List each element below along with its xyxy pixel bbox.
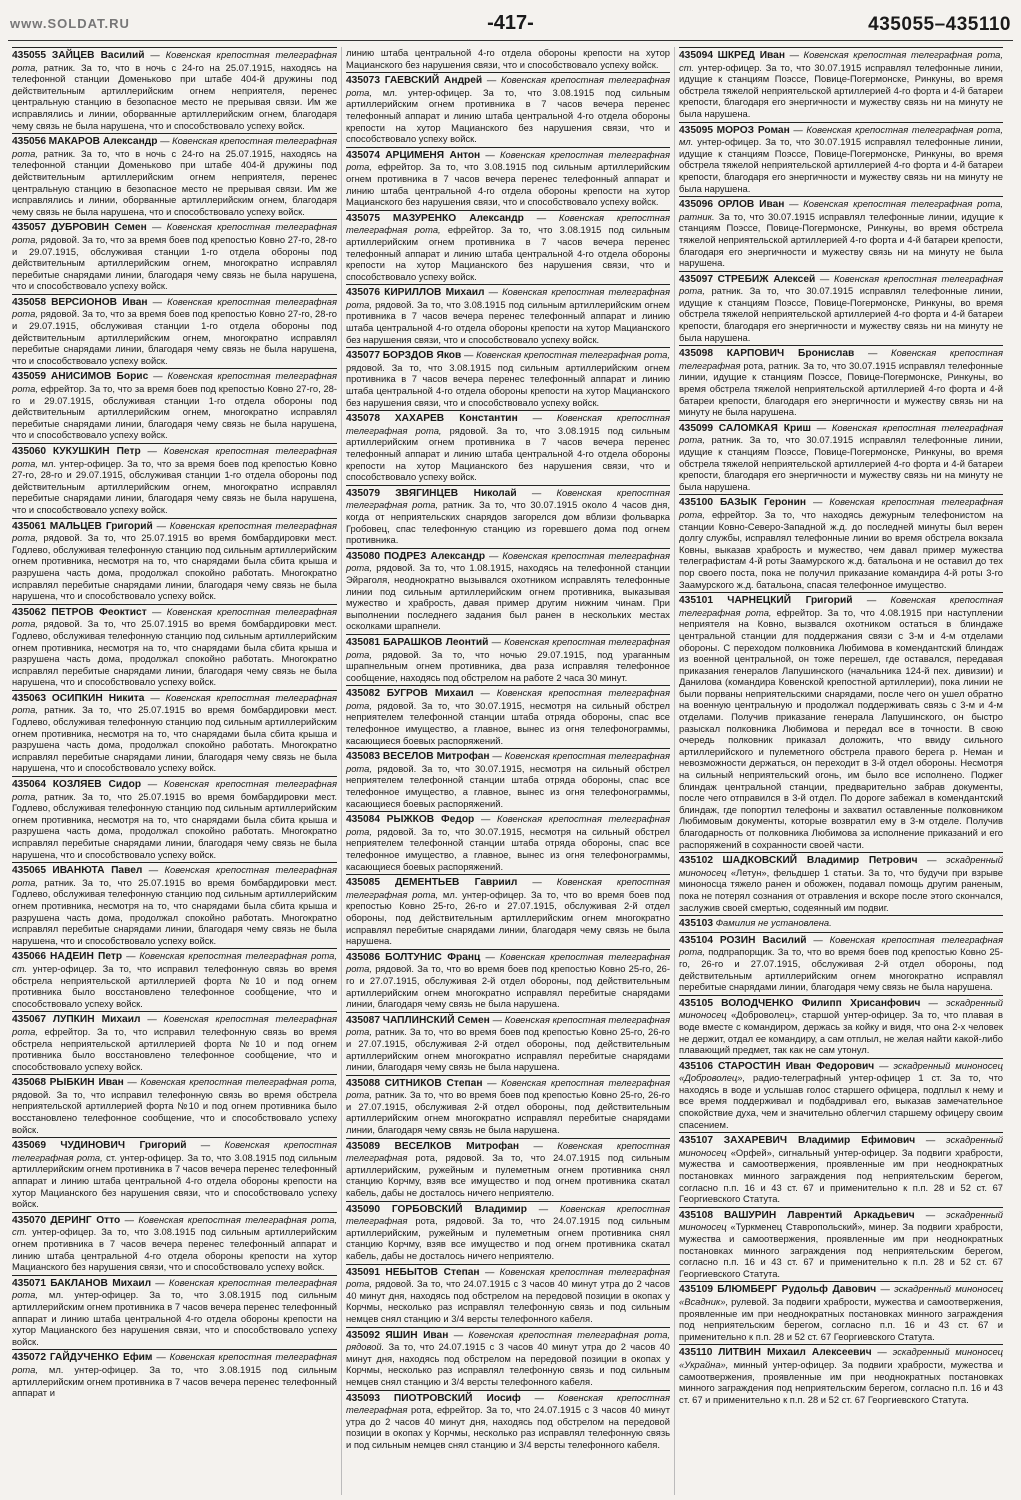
entry-text: рядовой. За то, что за время боев под крепостью Ковно 27-го, 28-го и 29.07.1915, обслуживая станции 1-го отдела обороны под действительным артиллерийским огнем, многократно исправлял перебитые снарядами линии, благодаря чему связь не была нарушена, что и способствовало успеху войск.	[12, 233, 338, 292]
entry-text: рядовой. За то, что 30.07.1915, несмотря на сильный обстрел неприятелем телефонной станции штаба отряда обороны, спас все телефонное имущество, а главное, вынес из огня телефонограммы, касающиеся боевых распоряжений.	[346, 825, 671, 872]
entry-name: ВЕСЕЛКОВ Митрофан	[394, 1140, 520, 1152]
entry-id: 435083	[346, 751, 380, 763]
entry-name: ЧУДИНОВИЧ Григорий	[60, 1140, 187, 1152]
entry-name: БОРЗДОВ Яков	[382, 350, 462, 362]
entry-unit: — эскадренный миноносец	[679, 1134, 1003, 1158]
entry-id: 435077	[346, 350, 380, 362]
award-entry	[346, 748, 670, 809]
entry-unit: — Ковенская крепостная телеграфная рота,	[464, 349, 670, 361]
entry-name: ГАЙДУЧЕНКО Ефим	[49, 1352, 153, 1364]
entry-name: ЗВЯГИНЦЕВ Николай	[395, 487, 517, 499]
entry-name: ГАЕВСКИЙ Андрей	[384, 75, 483, 87]
entry-text: ратник. За то, что 30.07.1915 исправлял телефонные линии, идущие к станциям Поэссе, Повице-Погермонске, Ринкуны, во время обстрела тяжелой неприятельской артиллерией 4-го форта и 4-й батареи крепости, благодаря его энергичности и мужеству связь ни на минуту не была нарушена.	[679, 285, 1003, 343]
entry-unit: — Ковенская крепостная телеграфная рота,	[679, 272, 1003, 297]
entry-name: ЛИТВИН Михаил Алексеевич	[718, 1347, 872, 1359]
entry-text: рота, ефрейтор. За то, что 24.07.1915 с 3 часов 40 минут утра до 2 часов 40 минут дня, находясь под обстрелом на передовой позиции в окопах у Корчмы, несколько раз исправлял телефонную связь и под сильным немцев снял станцию и 3/4 версты телефонного кабеля.	[346, 1404, 670, 1450]
entry-text: ратник. За то, что 30.07.1915 около 4 часов дня, когда от неприятельских снарядов загорелся дом вблизи фольварка Гробовец, спас телефонную станцию из горевшего дома под огнем противника.	[346, 499, 670, 546]
entry-id: 435078	[346, 413, 380, 425]
award-entry	[12, 1137, 337, 1210]
entry-name: ВОЛОДЧЕНКО Филипп Хрисанфович	[721, 997, 921, 1009]
award-entry	[679, 932, 1003, 993]
award-entry	[12, 518, 337, 602]
entry-name: ДЕМЕНТЬЕВ Гавриил	[395, 877, 518, 889]
entry-id: 435086	[346, 951, 380, 963]
entry-id: 435090	[346, 1203, 380, 1215]
entry-name: БАКЛАНОВ Михаил	[50, 1277, 152, 1289]
award-entry	[679, 271, 1003, 344]
entry-unit: — Ковенская крепостная телеграфная рота,	[12, 519, 337, 544]
entry-unit: — Ковенская крепостная телеграфная рота,	[12, 221, 337, 245]
entry-name: БОЛТУНИС Франц	[385, 951, 481, 963]
entry-id: 435104	[679, 934, 713, 946]
entry-name: ПОДРЕЗ Александр	[383, 550, 486, 562]
award-entry	[346, 284, 670, 345]
entry-name: БЛЮМБЕРГ Рудольф Давович	[717, 1284, 877, 1296]
entry-id: 435056	[12, 136, 46, 148]
entry-unit: — Ковенская крепостная телеграфная рота,	[346, 148, 671, 173]
award-entry	[346, 72, 670, 145]
entry-unit: — эскадренный миноносец «Доброволец»,	[679, 1059, 1003, 1084]
entry-unit: — эскадренный миноносец «Всадник»,	[679, 1283, 1004, 1307]
entry-text: ратник. За то, что 25.07.1915 во время бомбардировки мест. Годлево, обслуживая телефонную станцию под сильным артиллерийским огнем противника, несмотря на то, что снарядами была сбита крыша и разрушена часть дома, продолжал спокойно работать. Многократно исправлял перебитые снарядами линии, благодаря чему связь не была нарушена, что и способствовало успеху войск.	[12, 876, 337, 946]
entry-name: ШАДКОВСКИЙ Владимир Петрович	[722, 855, 918, 867]
entry-text: ст. унтер-офицер. За то, что 3.08.1915 под сильным артиллерийским огнем противника в 7 часов вечера перенес телефонный аппарат и линию штаба центральной 4-го отдела обороны крепости на хутор Мацианского без нарушения связи, что и способствовало успеху войск.	[12, 1151, 337, 1210]
entry-id: 435106	[679, 1060, 713, 1072]
entry-unit: — Ковенская крепостная телеграфная рота,	[346, 813, 670, 837]
column-2	[341, 47, 674, 1495]
entry-unit: — Ковенская крепостная телеграфная рота,	[346, 1013, 670, 1038]
entry-text: унтер-офицер. За то, что 30.07.1915 исправлял телефонные линии, идущие к станциям Поэссе, Повице-Погермонске, Ринкуны, во время обстрела тяжелой неприятельской артиллерией 4-го форта и 4-й батареи крепости, благодаря его энергичности и мужеству связь ни на минуту не была нарушена.	[679, 61, 1003, 119]
entry-name: ЧАПЛИНСКИЙ Семен	[382, 1014, 490, 1026]
entry-name: ОСИПКИН Никита	[51, 692, 145, 704]
entry-text: рядовой. За то, что ночью 29.07.1915, под ураганным шрапнельным огнем противника, два раза исправляя телефонное сообщение, находясь под обстрелом на работе 2 часа 30 минут.	[346, 648, 671, 683]
award-entry	[12, 690, 337, 774]
award-entry	[679, 1281, 1003, 1342]
entry-id: 435071	[12, 1277, 46, 1289]
entry-unit: — Ковенская крепостная телеграфная рота,	[346, 635, 671, 660]
entry-id: 435087	[346, 1014, 380, 1026]
award-entry	[12, 368, 337, 441]
award-entry	[346, 1390, 670, 1451]
entry-text: рядовой. За то, что 30.07.1915, несмотря на сильный обстрел неприятелем телефонной станции штаба отряда обороны, спас все телефонное имущество, а главное, вынес из огня телефонограммы, касающиеся боевых распоряжений.	[346, 699, 671, 746]
entry-name: ДЕРИНГ Отто	[50, 1214, 121, 1226]
entry-text: ратник. За то, что в ночь с 24-го на 25.07.1915, находясь на телефонной станции Доменьково при штабе 404-й дружины под действительным артиллерийским огнем неприятеля, перенес центральную станцию в безопасное место не прерывая связи. Им же исправлялись и линии, оборванные артиллерийским огнем, благодаря чему связь не была нарушена, что и способствовало успеху войск.	[12, 61, 337, 131]
entry-text: линию штаба центральной 4-го отдела обороны крепости на хутор Мацианского без нарушения связи, что и способствовало успеху войск.	[346, 47, 670, 70]
award-entry	[346, 685, 670, 746]
entry-text: мл. унтер-офицер. За то, что 3.08.1915 под сильным артиллерийским огнем противника в 7 часов вечера перенес телефонный аппарат и линию штаба центральной 4-го отдела обороны крепости на хутор Мацианского без нарушения связи, что и способствовало успеху войск.	[12, 1289, 338, 1347]
entry-name: СТАРОСТИН Иван Федорович	[717, 1060, 875, 1072]
entry-id: 435073	[346, 75, 380, 87]
entry-name: ВЕСЕЛОВ Митрофан	[382, 751, 490, 763]
entry-text: рядовой. За то, что 1.08.1915, находясь на телефонной станции Эйраголя, неоднократно вызывался охотником исправлять телефонные линии под сильным артиллерийским огнем противника, выказывая мужество и храбрость, давая пример другим нижним чинам. При выполнении последнего задания был ранен в нескольких местах осколками шрапнели.	[346, 562, 670, 632]
entry-unit: — Ковенская крепостная телеграфная рота,	[12, 778, 338, 802]
entry-unit: Фамилия не установлена.	[715, 917, 832, 929]
entry-name: КУКУШКИН Петр	[52, 446, 141, 457]
entry-text: рота, рядовой. За то, что 24.07.1915 под сильным артиллерийским, ружейным и пулеметным огнем противника снял станцию Корчму, взяв все имущество и под огнем противника скатал кабель, дабы не досталось ничего неприятелю.	[346, 1215, 671, 1261]
entry-unit: — Ковенская крепостная телеграфная рота,	[346, 74, 671, 98]
entry-text: ефрейтор. За то, что исправил телефонную связь во время обстрела неприятельской артиллерией форта №10 и под огнем противника было восстановлено телефонное сообщение, что и способствовало успеху войск.	[12, 1025, 337, 1072]
entry-id: 435066	[12, 951, 46, 963]
award-entry	[679, 1132, 1003, 1205]
entry-id: 435093	[346, 1392, 380, 1404]
entry-name: РОЗИН Василий	[719, 934, 807, 946]
entry-text: мл. унтер-офицер. За то, что 3.08.1915 под сильным артиллерийским огнем противника в 7 часов вечера перенес телефонный аппарат и линию штаба центральной 4-го отдела обороны крепости на хутор Мацианского без нарушения связи, что и способствовало успеху войск.	[346, 86, 671, 145]
award-entry	[346, 347, 670, 408]
entry-id: 435089	[346, 1140, 380, 1152]
entry-text: рядовой. За то, что во время боев под крепостью Ковно 25-го, 26-го и 27.07.1915, обслуживая 2-й отдел обороны, под действительным артиллерийским огнем многократно исправлял перебитые снарядами линии, благодаря чему связь не была нарушена.	[346, 963, 671, 1010]
award-entry	[346, 485, 670, 546]
entry-unit: — Ковенская крепостная телеграфная рота,	[346, 687, 670, 711]
entry-name: ГОРБОВСКИЙ Владимир	[391, 1203, 527, 1215]
entry-text: ратник. За то, что во время боев под крепостью Ковно 25-го, 26-го и 27.07.1915, обслуживая 2-й отдел обороны, под действительным артиллерийским огнем многократно исправлял перебитые снарядами линии, благодаря чему связь не была нарушена.	[346, 1026, 670, 1073]
id-range: 435055–435110	[868, 14, 1011, 35]
award-entry	[679, 47, 1003, 120]
entry-unit: — Ковенская крепостная телеграфная	[346, 1202, 671, 1227]
entry-id: 435080	[346, 550, 380, 562]
award-entry	[679, 1344, 1003, 1405]
entry-id: 435068	[12, 1077, 46, 1089]
award-entry	[12, 1011, 337, 1072]
entry-id: 435072	[12, 1352, 46, 1364]
entry-text: рядовой. За то, что исправил телефонную связь во время обстрела неприятельской артиллерией форта №10 и под огнем противника было восстановлено телефонное сообщение, что и способствовало успеху войск.	[12, 1088, 337, 1135]
award-entry	[12, 1275, 337, 1348]
entry-unit: — Ковенская крепостная телеграфная рота,	[12, 445, 337, 469]
entry-name: БАРАШКОВ Леонтий	[383, 636, 489, 648]
award-entry	[346, 1264, 670, 1325]
award-entry	[346, 1138, 670, 1199]
entry-name: ВАШУРИН Лаврентий Аркадьевич	[723, 1209, 915, 1221]
award-entry	[346, 949, 670, 1010]
award-entry	[12, 776, 337, 860]
award-entry	[12, 47, 337, 131]
entry-name: ВЕРСИОНОВ Иван	[51, 296, 148, 308]
entry-name: ШКРЕД Иван	[717, 50, 785, 61]
entry-id: 435110	[679, 1347, 713, 1359]
entry-unit: — Ковенская крепостная телеграфная рота,	[12, 605, 338, 630]
award-entry	[346, 811, 670, 872]
entry-unit: — Ковенская крепостная телеграфная рота,	[346, 1265, 671, 1290]
entry-text: «Орфей», сигнальный унтер-офицер. За подвиги храбрости, мужества и самоотвержения, проявленные им при неоднократных постановках минного заграждения под неприятельским берегом, согласно п.п. 16 и 43 ст. 67 и применительно к п.п. 28 и 52 ст. 67 Георгиевского Статута.	[679, 1146, 1004, 1205]
entry-id: 435070	[12, 1214, 46, 1226]
entry-name: ПИОТРОВСКИЙ Иосиф	[393, 1392, 521, 1404]
award-entry	[346, 147, 670, 208]
entry-id: 435079	[346, 487, 380, 499]
entry-text: рядовой. За то, что 3.08.1915 под сильным артиллерийским огнем противника в 7 часов вечера перенес телефонный аппарат и линию штаба центральной 4-го отдела обороны крепости на хутор Мацианского без нарушения связи, что и способствовало успеху войск.	[346, 298, 670, 345]
entry-id: 435095	[679, 124, 713, 136]
entry-unit: — Ковенская крепостная телеграфная рота,	[346, 1076, 670, 1101]
entry-text: мл. унтер-офицер. За то, что во время боев под крепостью Ковно 25-го, 26-го и 27.07.1915, обслуживая 2-й отдел обороны, под действительным артиллерийским огнем многократно исправлял перебитые снарядами линии, благодаря чему связь не была нарушена.	[346, 888, 670, 947]
entry-id: 435092	[346, 1329, 380, 1341]
award-entry	[679, 1207, 1003, 1280]
award-entry	[12, 1074, 337, 1135]
award-entry	[679, 345, 1003, 418]
entry-id: 435094	[679, 50, 713, 61]
entry-id: 435074	[346, 149, 380, 161]
entry-unit: — Ковенская крепостная телеграфная рота,	[346, 950, 670, 975]
entry-text: рядовой. За то, что 24.07.1915 с 3 часов 40 минут утра до 2 часов 40 минут дня, находясь под обстрелом на передовой позиции в окопах у Корчмы, несколько раз исправлял телефонную связь и под сильным немцев снял станцию и 3/4 версты телефонного кабеля.	[346, 1278, 670, 1324]
entry-text: За то, что 24.07.1915 с 3 часов 40 минут утра до 2 часов 40 минут дня, находясь под обстрелом на передовой позиции в окопах у Корчмы, несколько раз исправлял телефонную связь и под сильным немцев снял станцию и 3/4 версты телефонного кабеля.	[346, 1341, 671, 1387]
award-entry	[346, 548, 670, 632]
entry-name: РЫБКИН Иван	[49, 1077, 124, 1089]
entry-id: 435091	[346, 1266, 380, 1278]
entry-name: КАРПОВИЧ Бронислав	[726, 348, 855, 360]
entry-unit: — Ковенская крепостная телеграфная	[346, 1391, 671, 1416]
entry-name: ПЕТРОВ Феоктист	[51, 606, 147, 618]
award-entry	[346, 1201, 670, 1262]
entry-name: МОРОЗ Роман	[716, 124, 790, 136]
entry-text: рядовой. За то, что 3.08.1915 под сильным артиллерийским огнем противника в 7 часов вечера перенес телефонный аппарат и линию штаба центральной 4-го отдела обороны крепости на хутор Мацианского без нарушения связи, что и способствовало успеху войск.	[346, 424, 670, 483]
entry-text: рядовой. За то, что 3.08.1915 под сильным артиллерийским огнем противника в 7 часов вечера перенес телефонный аппарат и линию штаба центральной 4-го отдела обороны крепости на хутор Мацианского без нарушения связи, что и способствовало успеху войск.	[346, 361, 670, 408]
award-entry	[679, 915, 1003, 930]
entry-text: ратник. За то, что 25.07.1915 во время бомбардировки мест. Годлево, обслуживая телефонную станцию под сильным артиллерийским огнем противника, несмотря на то, что снарядами была сбита крыша и разрушена часть дома, продолжал спокойно работать. Многократно исправлял перебитые снарядами линии, благодаря чему связь не была нарушена, что и способствовало успеху войск.	[12, 790, 337, 860]
entry-text: рота, рядовой. За то, что 24.07.1915 под сильным артиллерийским, ружейным и пулеметным огнем противника снял станцию Корчму, взяв все имущество и под огнем противника скатал кабель, дабы не досталось ничего неприятелю.	[346, 1152, 671, 1199]
entry-text: мл. унтер-офицер. За то, что 3.08.1915 под сильным артиллерийским огнем противника в 7 часов вечера перенес телефонный аппарат и	[12, 1363, 338, 1399]
entry-name: НАДЕИН Петр	[49, 951, 123, 963]
entry-text: рулевой. За подвиги храбрости, мужества и самоотвержения, проявленные им при неоднократных постановках минного заграждения под неприятельским берегом, согласно п.п. 16 и 43 ст. 67 и применительно к п.п. 28 и 52 ст. 67 Георгиевского Статута.	[679, 1295, 1003, 1342]
entry-unit: — Ковенская крепостная телеграфная рота,	[12, 135, 338, 159]
award-entry	[346, 410, 670, 483]
award-entry	[346, 1327, 670, 1388]
entry-unit: — Ковенская крепостная телеграфная рота,	[12, 1276, 337, 1301]
entry-id: 435058	[12, 296, 46, 308]
entry-unit: — Ковенская крепостная телеграфная рота, ратник.	[679, 198, 1004, 222]
entry-name: ЯШИН Иван	[385, 1329, 449, 1341]
entry-unit: — Ковенская крепостная телеграфная	[679, 347, 1003, 371]
entry-id: 435063	[12, 692, 46, 704]
entry-id: 435096	[679, 199, 713, 211]
entry-unit: — Ковенская крепостная телеграфная рота,	[12, 1013, 337, 1037]
entry-id: 435088	[346, 1077, 380, 1089]
entry-unit: — Ковенская крепостная телеграфная рота,	[12, 49, 337, 73]
award-entry	[679, 592, 1003, 850]
award-entry	[12, 604, 337, 688]
award-entry	[679, 494, 1003, 590]
entry-text: «Доброволец», старшой унтер-офицер. За то, что плавая в воде вместе с командиром, держась за койку и видя, что она 2-х человек не держит, отдал ее командиру, а сам отплыл, не желая найти какой-либо плавающий предмет, так как не сам утонул.	[679, 1009, 1003, 1056]
page-header	[8, 10, 1013, 41]
award-entry	[12, 219, 337, 292]
entry-text: ратник. За то, что во время боев под крепостью Ковно 25-го, 26-го и 27.07.1915, обслуживая 2-й отдел обороны, под действительным артиллерийским огнем многократно исправлял перебитые снарядами линии, благодаря чему связь не была нарушена.	[346, 1089, 670, 1136]
entry-unit: — эскадренный миноносец	[679, 854, 1003, 878]
entry-text: мл. унтер-офицер. За то, что за время боев под крепостью Ковно 27-го, 28-го и 29.07.1915, обслуживая станции 1-го отдела обороны под действительным артиллерийским огнем, многократно исправлял перебитые снарядами линии, благодаря чему связь не была нарушена, что и способствовало успеху войск.	[12, 457, 337, 515]
entry-id: 435065	[12, 865, 46, 877]
award-entry	[12, 1212, 337, 1273]
column-3	[674, 47, 1007, 1495]
entry-name: МАКАРОВ Александр	[48, 136, 158, 148]
entry-unit: — Ковенская крепостная телеграфная рота,	[12, 864, 337, 888]
entry-id: 435105	[679, 997, 713, 1009]
entry-text: унтер-офицер. За то, что 3.08.1915 под сильным артиллерийским огнем противника в 7 часов вечера перенес телефонный аппарат и линию штаба центральной 4-го отдела обороны крепости на хутор Мацианского без нарушения связи, что и способствовало успеху войск.	[12, 1226, 338, 1273]
entry-id: 435055	[12, 50, 46, 61]
entry-name: НЕБЫТОВ Степан	[385, 1266, 480, 1278]
entry-id: 435075	[346, 212, 380, 224]
entry-name: СТРЕБИЖ Алексей	[717, 273, 816, 285]
award-entry	[679, 122, 1003, 195]
page-number: -417-	[487, 12, 534, 34]
entry-id: 435102	[679, 855, 713, 867]
entry-id: 435085	[346, 877, 380, 889]
entry-unit: — Ковенская крепостная телеграфная рота,	[346, 750, 671, 774]
entry-name: ЗАХАРЕВИЧ Владимир Ефимович	[723, 1135, 916, 1147]
entry-id: 435098	[679, 348, 713, 360]
entry-unit: — Ковенская крепостная телеграфная рота,	[12, 370, 338, 395]
entry-unit: — Ковенская крепостная телеграфная рота,	[12, 1351, 338, 1375]
entry-text: ефрейтор. За то, что 3.08.1915 под сильным артиллерийским огнем противника в 7 часов вечера перенес телефонный аппарат и линию штаба центральной 4-го отдела обороны крепости на хутор Мацианского без нарушения связи, что и способствовало успеху войск.	[346, 224, 670, 282]
entry-name: БУГРОВ Михаил	[386, 688, 474, 700]
award-entry	[12, 862, 337, 946]
award-entry	[346, 47, 670, 70]
entry-unit: — Ковенская крепостная телеграфная рота,	[12, 691, 338, 716]
entry-unit: — Ковенская крепостная телеграфная рота,	[679, 421, 1004, 446]
entry-text: рядовой. За то, что за время боев под крепостью Ковно 27-го, 28-го и 29.07.1915, обслуживая станции 1-го отдела обороны под действительным артиллерийским огнем, многократно исправлял перебитые снарядами линии, благодаря чему связь не была нарушена, что и способствовало успеху войск.	[12, 308, 338, 366]
entry-id: 435100	[679, 497, 713, 509]
entry-text: ефрейтор. За то, что за время боев под крепостью Ковно 27-го, 28-го и 29.07.1915, обслуживая станции 1-го отдела обороны под действительным артиллерийским огнем, многократно исправлял перебитые снарядами линии, благодаря чему связь не была нарушена, что и способствовало успеху войск.	[12, 383, 338, 441]
entry-id: 435059	[12, 371, 46, 383]
award-entry	[346, 634, 670, 683]
columns	[8, 47, 1013, 1495]
entry-text: ратник. За то, что 30.07.1915 исправлял телефонные линии, идущие к станциям Поэссе, Повице-Погермонске, Ринкуны, во время обстрела тяжелой неприятельской артиллерией 4-го форта и 4-й батареи крепости, благодаря его энергичности и мужеству связь ни на минуту не была нарушена.	[679, 434, 1003, 492]
entry-name: БАЗЫК Геронин	[719, 497, 806, 509]
award-entry	[12, 443, 337, 516]
entry-unit: — Ковенская крепостная телеграфная рота,	[679, 594, 1004, 618]
award-entry	[679, 420, 1003, 493]
entry-unit: — Ковенская крепостная телеграфная рота,	[127, 1076, 337, 1088]
award-entry	[346, 1075, 670, 1136]
site-watermark: www.SOLDAT.RU	[10, 16, 130, 31]
entry-unit: — Ковенская крепостная телеграфная рота, ст.	[12, 950, 337, 974]
entry-text: «Туркменец Ставропольский», минер. За подвиги храбрости, мужества и самоотвержения, проявленные им при неоднократных постановках минного заграждения под неприятельским берегом, согласно п.п. 16 и 43 ст. 67 и применительно к п.п. 28 и 52 ст. 67 Георгиевского Статута.	[679, 1221, 1003, 1279]
entry-text: ратник. За то, что 25.07.1915 во время бомбардировки мест. Годлево, обслуживая телефонную станцию под сильным артиллерийским огнем противника, несмотря на то, что снарядами была сбита крыша и разрушена часть дома, продолжал спокойно работать. Многократно исправлял перебитые снарядами линии, благодаря чему связь не была нарушена, что и способствовало успеху войск.	[12, 704, 337, 774]
entry-id: 435101	[679, 595, 713, 607]
entry-unit: — Ковенская крепостная телеграфная рота, ст.	[12, 1213, 338, 1238]
entry-text: ефрейтор. За то, что 3.08.1915 под сильным артиллерийским огнем противника в 7 часов вечера перенес телефонный аппарат и линию штаба центральной 4-го отдела обороны крепости на хутор Мацианского без нарушения связи, что и способствовало успеху войск.	[346, 161, 670, 208]
entry-name: ИВАНЮТА Павел	[52, 865, 143, 877]
entry-name: ЗАЙЦЕВ Василий	[51, 50, 145, 61]
entry-unit: — Ковенская крепостная телеграфная рота, мл.	[679, 123, 1003, 148]
award-entry	[679, 196, 1003, 269]
entry-unit: — эскадренный миноносец	[679, 996, 1004, 1021]
entry-id: 435076	[346, 287, 380, 299]
entry-id: 435082	[346, 688, 380, 700]
entry-id: 435099	[679, 422, 713, 434]
entry-name: ОРЛОВ Иван	[717, 199, 785, 211]
entry-text: «Летун», фельдшер 1 статьи. За то, что будучи при взрыве миноносца тяжело ранен и обожжен, подавал помощь другим раненым, пока не потерял сознания от отравления и вскоре после этого скончался, заслужив своей смертью, содеянный им подвиг.	[679, 866, 1004, 913]
entry-name: СИТНИКОВ Степан	[384, 1077, 483, 1089]
entry-name: МАЗУРЕНКО Александр	[392, 212, 524, 224]
entry-text: ратник. За то, что в ночь с 24-го на 25.07.1915, находясь на телефонной станции Доменьково при штабе 404-й дружины под действительным артиллерийским огнем неприятеля, перенес центральную станцию в безопасное место не прерывая связи. Им же исправлялись и линии, оборванные артиллерийским огнем, благодаря чему связь не была нарушена, что и способствовало успеху войск.	[12, 147, 337, 217]
award-entry	[12, 1349, 337, 1398]
award-entry	[346, 210, 670, 283]
entry-unit: — Ковенская крепостная телеграфная рота,	[12, 295, 337, 320]
entry-id: 435108	[679, 1209, 713, 1221]
award-entry	[346, 874, 670, 947]
entry-id: 435064	[12, 779, 46, 791]
entry-unit: — эскадренный миноносец	[679, 1208, 1004, 1233]
entry-text: минный унтер-офицер. За подвиги храбрости, мужества и самоотвержения, проявленные им при неоднократных постановках минного заграждения под неприятельским берегом, согласно п.п. 16 и 43 ст. 67 и применительно к п.п. 28 и 52 ст. 67 Георгиевского Статута.	[679, 1358, 1003, 1405]
entry-name: АНИСИМОВ Борис	[50, 371, 149, 383]
entry-unit: — Ковенская крепостная телеграфная рота,	[346, 412, 671, 436]
column-1	[8, 47, 341, 1495]
entry-id: 435067	[12, 1014, 46, 1026]
entry-text: рядовой. За то, что 25.07.1915 во время бомбардировки мест. Годлево, обслуживая телефонную станцию под сильным артиллерийским огнем противника, несмотря на то, что снарядами была сбита крыша и разрушена часть дома, продолжал спокойно работать. Многократно исправлял перебитые снарядами линии, благодаря чему связь не была нарушена, что и способствовало успеху войск.	[12, 618, 337, 688]
award-entry	[346, 1012, 670, 1073]
award-entry	[12, 948, 337, 1009]
entry-text: унтер-офицер. За то, что 30.07.1915 исправлял телефонные линии, идущие к станциям Поэссе, Повице-Погермонске, Ринкуны, во время обстрела тяжелой неприятельской артиллерией 4-го форта и 4-й батареи крепости, благодаря его энергичности и мужеству связь ни на минуту не была нарушена.	[679, 136, 1003, 194]
entry-unit: — Ковенская крепостная телеграфная рота,	[679, 933, 1003, 958]
entry-unit: — Ковенская крепостная телеграфная рота,	[346, 286, 671, 310]
entry-unit: — Ковенская крепостная телеграфная	[346, 1139, 671, 1164]
entry-id: 435084	[346, 814, 380, 826]
entry-name: РЫЖКОВ Федор	[386, 814, 475, 826]
entry-unit: — Ковенская крепостная телеграфная рота, ст.	[679, 49, 1003, 73]
entry-unit: — Ковенская крепостная телеграфная рота,	[346, 486, 671, 511]
entry-text: рядовой. За то, что 30.07.1915, несмотря на сильный обстрел неприятелем телефонной станции штаба отряда обороны, спас все телефонное имущество, а главное, вынес из огня телефонограммы, касающиеся боевых распоряжений.	[346, 762, 671, 809]
entry-unit: — Ковенская крепостная телеграфная рота,	[679, 496, 1004, 520]
entry-text: ефрейтор. За то, что 4.08.1915 при наступлении неприятеля на Ковно, вызвался охотником остаться в блиндаже центральной станции для поддержания связи с 3-м и 4-м отделами обороны. С переходом полковника Любимова в комендантский блиндаж из военной центральной, он тоже перешел, где оставался, передавая приказания генералов Лапушинского (начальника 124-й пех. дивизии) и Данилова (командира Ковенской крепостной артиллерии), пока линии не были порваны неприятельскими снарядами, после чего он ушел обратно на военную центральную и продолжал поддерживать связь с 3-м и 4-м отделами. Получив приказание генерала Лапушинского, он быстро разыскал полковника Любимова и передал все в точности. В свою очередь полковник приказал доложить, что ввиду сильного артиллерийского и пулеметного обстрела правого берега р. Неман и невозможности держаться, он переходит в 3-й отдел обороны. Несмотря на сильный неприятельский огонь, им было все исполнено. Поджег блиндаж центральной станции, предварительно забрав документы, после чего отправился в 3-й отдел. По дороге забежал в комендантский блиндаж, где попортил телефоны и захватил оставленные полковником Любимовым документы, которые возвратил ему в 3-м отделе. Получив благодарность от полковника Любимова за исполнение приказаний и его распоряжений в сохранности своей части.	[679, 606, 1003, 850]
award-entry	[12, 294, 337, 367]
entry-name: ЧАРНЕЦКИЙ Григорий	[727, 595, 853, 607]
entry-name: ХАХАРЕВ Константин	[394, 413, 518, 425]
entry-name: КИРИЛЛОВ Михаил	[384, 287, 485, 299]
entry-id: 435103	[679, 918, 713, 930]
entry-id: 435060	[12, 446, 46, 457]
entry-id: 435057	[12, 222, 46, 234]
entry-unit: — Ковенская крепостная телеграфная рота,	[346, 876, 671, 900]
entry-id: 435069	[12, 1140, 46, 1152]
entry-id: 435061	[12, 520, 46, 532]
entry-id: 435097	[679, 273, 713, 285]
entry-id: 435081	[346, 636, 380, 648]
award-entry	[679, 1058, 1003, 1131]
entry-name: АРЦИМЕНЯ Антон	[385, 149, 481, 161]
entry-name: МАЛЬЦЕВ Григорий	[49, 520, 153, 532]
entry-text: рота, ратник. За то, что 30.07.1915 исправлял телефонные линии, идущие к станциям Поэссе, Повице-Погермонске, Ринкуны, во время обстрела тяжелой неприятельской артиллерией 4-го форта и 4-й батареи крепости, благодаря его энергичности и мужеству связь ни на минуту не была нарушена.	[679, 359, 1003, 418]
entry-text: радио-телеграфный унтер-офицер 1 ст. За то, что находясь в воде и услышав голос старшего офицера, подплыл к нему и все время поддерживал и подбадривал его, выказав замечательное спокойствие духа, чем и значительно облегчил старшему офицеру своим спасением.	[679, 1072, 1003, 1130]
entry-text: унтер-офицер. За то, что исправил телефонную связь во время обстрела неприятельской артиллерией форта №10 и под огнем противника было восстановлено телефонное сообщение, что и способствовало успеху войск.	[12, 962, 337, 1009]
entry-name: ДУБРОВИН Семен	[51, 222, 147, 234]
entry-id: 435062	[12, 606, 46, 618]
entry-unit: — эскадренный миноносец «Украйна»,	[679, 1346, 1004, 1370]
award-entry	[679, 995, 1003, 1056]
entry-id: 435109	[679, 1284, 713, 1296]
entry-name: ЛУПКИН Михаил	[52, 1014, 141, 1026]
entry-text: рядовой. За то, что 25.07.1915 во время бомбардировки мест. Годлево, обслуживая телефонную станцию под сильным артиллерийским огнем противника, несмотря на то, что снарядами была сбита крыша и разрушена часть дома, продолжал спокойно работать. Многократно исправлял перебитые снарядами линии, благодаря чему связь не была нарушена, что и способствовало успеху войск.	[12, 532, 337, 602]
entry-id: 435107	[679, 1135, 713, 1147]
award-entry	[12, 133, 337, 217]
entry-unit: — Ковенская крепостная телеграфная рота,	[346, 211, 671, 236]
entry-text: подпрапорщик. За то, что во время боев под крепостью Ковно 25-го, 26-го и 27.07.1915, обслуживая 2-й отдел обороны, под действительным артиллерийским огнем многократно исправлял перебитые снарядами линии, благодаря чему связь не была нарушена.	[679, 946, 1003, 993]
entry-unit: — Ковенская крепостная телеграфная рота, рядовой.	[346, 1328, 671, 1353]
entry-unit: — Ковенская крепостная телеграфная рота,	[346, 549, 670, 574]
award-entry	[679, 852, 1003, 913]
entry-text: ефрейтор. За то, что находясь дежурным телефонистом на станции Ковно-Северо-Западной ж.д. до последней минуты был верен долгу службы, исправлял телефонные линии во время обстрела вокзала Ковны, выказав храбрость и мужество, чем давал пример мужества телеграфистам 4-й роты Заамурского ж.д. батальона и не оставил до тех пор своего поста, пока не получил приказание командира 4-й роты 3-го Заамурского ж.д. батальона, спасая телефонное имущество.	[679, 508, 1003, 590]
entry-name: КОЗЛЯЕВ Сидор	[52, 779, 142, 791]
entry-unit: — Ковенская крепостная телеграфная рота,	[12, 1139, 337, 1163]
entry-text: За то, что 30.07.1915 исправлял телефонные линии, идущие к станциям Поэссе, Повице-Погермонске, Ринкуны, во время обстрела тяжелой неприятельской артиллерией 4-го форта и 4-й батареи крепости, благодаря его энергичности и мужеству связь ни на минуту не была нарушена.	[679, 210, 1003, 269]
entry-name: САЛОМКАЯ Криш	[718, 422, 811, 434]
